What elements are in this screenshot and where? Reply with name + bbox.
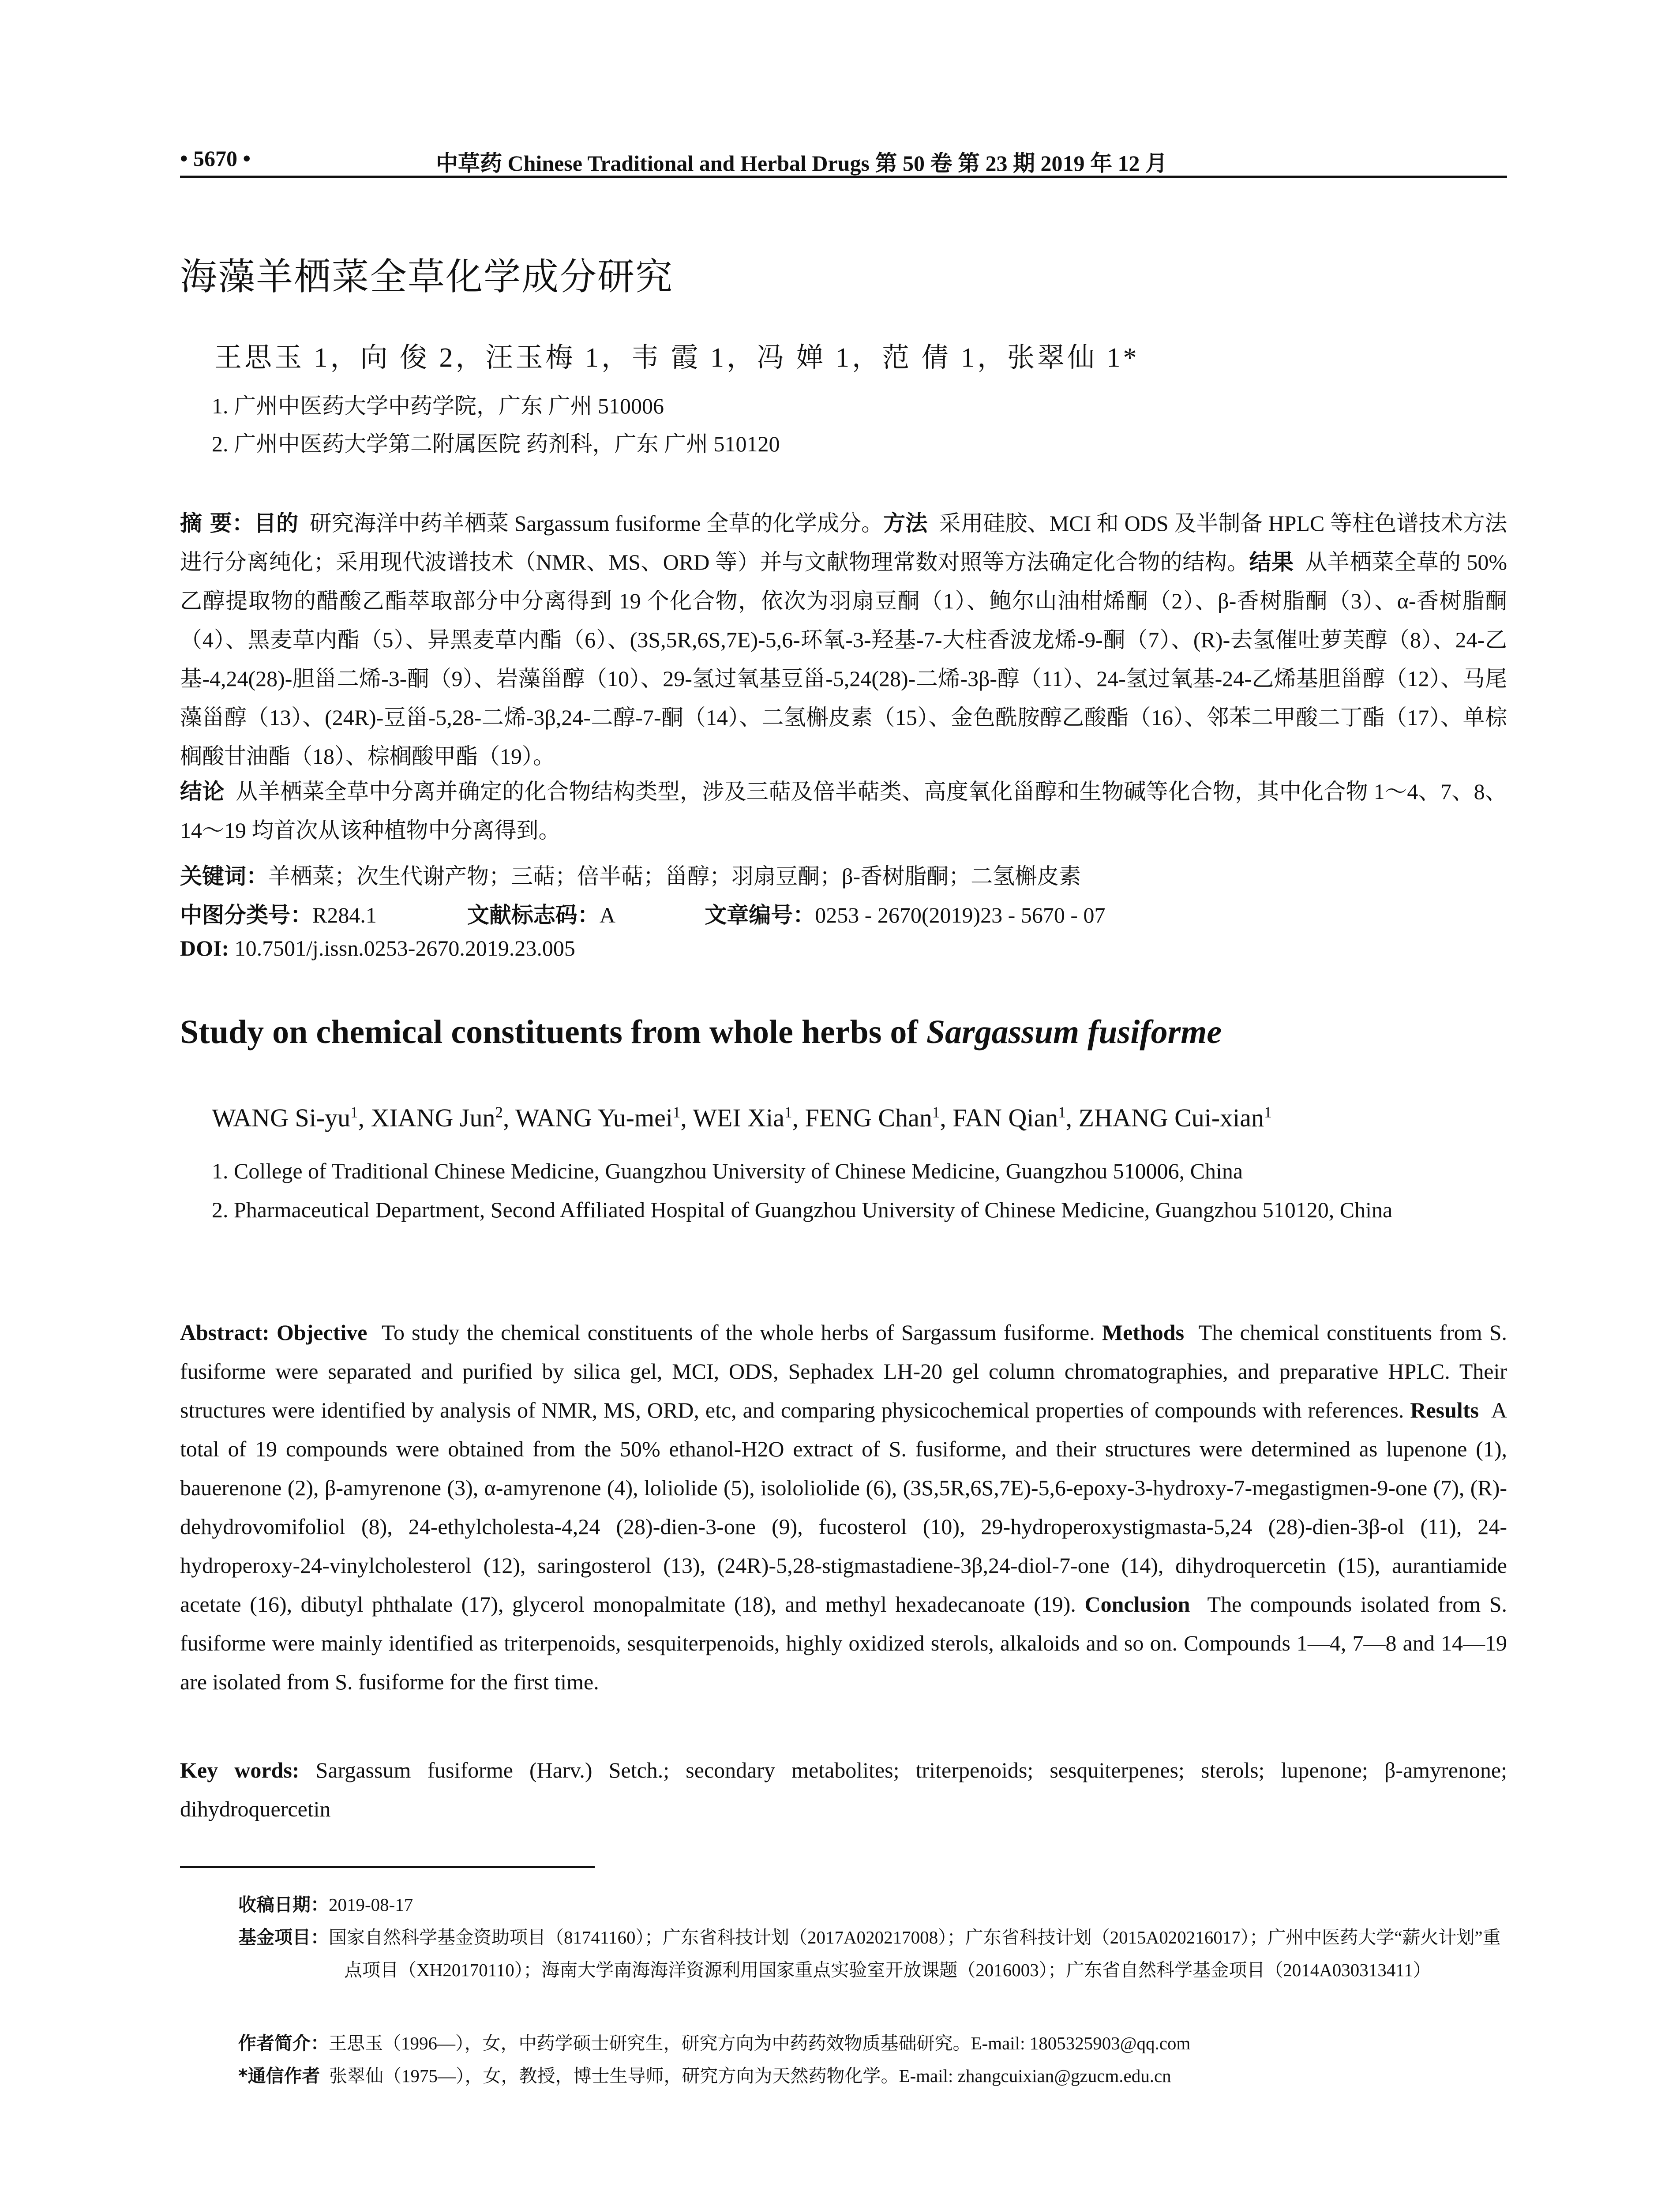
doi-value: 10.7501/j.issn.0253-2670.2019.23.005 [234,936,575,960]
doi-line [180,935,575,961]
corresponding-text: 张翠仙（1975—），女，教授，博士生导师，研究方向为天然药物化学。E-mail: zhangcuixian@gzucm.edu.cn [329,2066,1171,2086]
english-title: Study on chemical constituents from whole herbs of Sargassum fusiforme [180,1013,1222,1050]
footnote-corresponding [238,2060,1507,2092]
chinese-objective-label: 目的 [254,510,299,536]
english-keywords-text: Sargassum fusiforme (Harv.) Setch.; secondary metabolites; triterpenoids; sesquiterpenes; sterols; lupenone; β-amyrenone; dihydroquercetin [180,1758,1507,1821]
received-date: 2019-08-17 [329,1895,413,1915]
page-number: • 5670 • [180,146,251,171]
doc-code-label: 文献标志码： [467,902,600,928]
english-conclusion: The compounds isolated from S. fusiforme were mainly identified as triterpenoids, sesquiterpenoids, highly oxidized sterols, alkaloids and so on. Compounds 1—4, 7—8 and 14—19 are isolated from S. fusiforme for the first time. [180,1592,1508,1694]
clc-value: R284.1 [312,903,377,927]
english-keywords [180,1751,1507,1828]
chinese-title: 海藻羊栖菜全草化学成分研究 [180,255,674,298]
chinese-keywords [180,859,1081,890]
english-results: A total of 19 compounds were obtained from the 50% ethanol-H2O extract of S. fusiforme, and their structures were determined as lupenone (1), bauerenone (2), β-amyrenone (3), α-amyrenone (4), loliolide (5), isololiolide (6), (3S,5R,6S,7E)-5,6-epoxy-3-hydroxy-7-megastigmen-9-one (7), (R)-dehydrovomifoliol (8), 24-ethylcholesta-4,24 (28)-dien-3-one (9), fucosterol (10), 29-hydroperoxystigmasta-5,24 (28)-dien-3β-ol (11), 24-hydroperoxy-24-vinylcholesterol (12), saringosterol (13), (24R)-5,28-stigmastadiene-3β,24-diol-7-one (14), dihydroquercetin (15), aurantiamide acetate (16), dibutyl phthalate (17), glycerol monopalmitate (18), and methyl hexadecanoate (19). [180,1398,1507,1617]
chinese-keywords-text: 羊栖菜；次生代谢产物；三萜；倍半萜；甾醇；羽扇豆酮；β-香树脂酮；二氢槲皮素 [268,864,1081,889]
chinese-affiliation-1: 1. 广州中医药大学中药学院，广东 广州 510006 [212,394,664,418]
footnote-author [238,2027,1507,2060]
footnote-received [238,1888,1507,1921]
doc-code-value: A [599,903,615,927]
english-conclusion-label: Conclusion [1084,1592,1190,1617]
journal-title: 中草药 Chinese Traditional and Herbal Drugs 第 50 卷 第 23 期 2019 年 12 月 [436,151,1167,176]
english-methods: The chemical constituents from S. fusiforme were separated and purified by silica gel, MCI, ODS, Sephadex LH-20 gel column chromatographies, and preparative HPLC. Their structures were identified by analysis of NMR, MS, ORD, etc, and comparing physicochemical properties of compounds with references. [180,1320,1508,1422]
article-number-label: 文章编号： [705,902,815,928]
chinese-results: 从羊栖菜全草的 50%乙醇提取物的醋酸乙酯萃取部分中分离得到 19 个化合物，依次为羽扇豆酮（1）、鲍尔山油柑烯酮（2）、β-香树脂酮（3）、α-香树脂酮（4）、黑麦草内酯（5）、异黑麦草内酯（6）、(3S,5R,6S,7E)-5,6-环氧-3-羟基-7-大柱香波龙烯-9-酮（7）、(R)-去氢催吐萝芙醇（8）、24-乙基-4,24(28)-胆甾二烯-3-酮（9）、岩藻甾醇（10）、29-氢过氧基豆甾-5,24(28)-二烯-3β-醇（11）、24-氢过氧基-24-乙烯基胆甾醇（12）、马尾藻甾醇（13）、(24R)-豆甾-5,28-二烯-3β,24-二醇-7-酮（14）、二氢槲皮素（15）、金色酰胺醇乙酸酯（16）、邻苯二甲酸二丁酯（17）、单棕榈酸甘油酯（18）、棕榈酸甲酯（19）。 [180,550,1508,769]
footnote-divider [180,1866,595,1868]
chinese-methods-label: 方法 [883,510,928,536]
english-objective-label: Objective [276,1320,368,1345]
english-abstract [180,1313,1507,1701]
english-keywords-label: Key words: [180,1758,300,1782]
chinese-affiliation-2: 2. 广州中医药大学第二附属医院 药剂科，广东 广州 510120 [212,431,780,456]
chinese-abstract-label: 摘 要： [180,510,255,536]
clc-label: 中图分类号： [180,902,312,928]
english-affiliation-2: 2. Pharmaceutical Department, Second Affiliated Hospital of Guangzhou University of Chinese Medicine, Guangzhou 510120, China [212,1197,1393,1222]
running-header [180,146,1507,176]
chinese-conclusion [180,772,1507,850]
english-authors: WANG $Si-yu^1$, XIANG Jun$^2$, WANG Yu-mei$^1$, WEI Xia$^1$, FENG Chan$^1$, FAN Qian$^1$, ZHANG Cui-xian$^1$ [212,1103,1272,1132]
chinese-results-label: 结果 [1249,549,1294,575]
chinese-conclusion-text: 从羊栖菜全草中分离并确定的化合物结构类型，涉及三萜及倍半萜类、高度氧化甾醇和生物碱等化合物，其中化合物 1～4、7、8、14～19 均首次从该种植物中分离得到。 [180,779,1508,843]
fund-label: 基金项目： [238,1927,329,1948]
fund-text: 国家自然科学基金资助项目（81741160）；广东省科技计划（2017A020217008）；广东省科技计划（2015A020216017）；广州中医药大学“薪火计划”重点项目（XH20170110）；海南大学南海海洋资源利用国家重点实验室开放课题（2016003）；广东省自然科学基金项目（2014A030313411） [329,1927,1501,1980]
received-label: 收稿日期： [238,1894,329,1915]
english-objective: To study the chemical constituents of the whole herbs of Sargassum fusiforme. [381,1320,1095,1345]
english-results-label: Results [1410,1398,1479,1422]
author-bio-label: 作者简介： [238,2033,329,2054]
chinese-authors: 王思玉 1，向 俊 2，汪玉梅 1，韦 霞 1，冯 婵 1，范 倩 1，张翠仙 1* [214,343,1140,373]
author-bio-text: 王思玉（1996—），女，中药学硕士研究生，研究方向为中药药效物质基础研究。E-mail: 1805325903@qq.com [329,2033,1191,2053]
header-divider [180,176,1507,178]
corresponding-label: *通信作者 [238,2065,320,2086]
chinese-conclusion-label: 结论 [180,779,225,804]
classification-line [180,897,1105,929]
article-number-value: 0253 - 2670(2019)23 - 5670 - 07 [815,903,1106,927]
chinese-methods: 采用硅胶、MCI 和 ODS 及半制备 HPLC 等柱色谱技术方法进行分离纯化；采用现代波谱技术（NMR、MS、ORD 等）并与文献物理常数对照等方法确定化合物的结构。 [180,511,1508,574]
footnote-fund [238,1921,1507,1986]
doi-label: DOI: [180,936,229,960]
english-affiliation-1: 1. College of Traditional Chinese Medicine, Guangzhou University of Chinese Medicine, Guangzhou 510006, China [212,1159,1243,1183]
chinese-abstract [180,504,1507,776]
chinese-keywords-label: 关键词： [180,863,268,889]
chinese-objective: 研究海洋中药羊栖菜 Sargassum fusiforme 全草的化学成分。 [309,511,884,536]
english-abstract-label: Abstract: [180,1320,270,1345]
english-methods-label: Methods [1102,1320,1185,1345]
